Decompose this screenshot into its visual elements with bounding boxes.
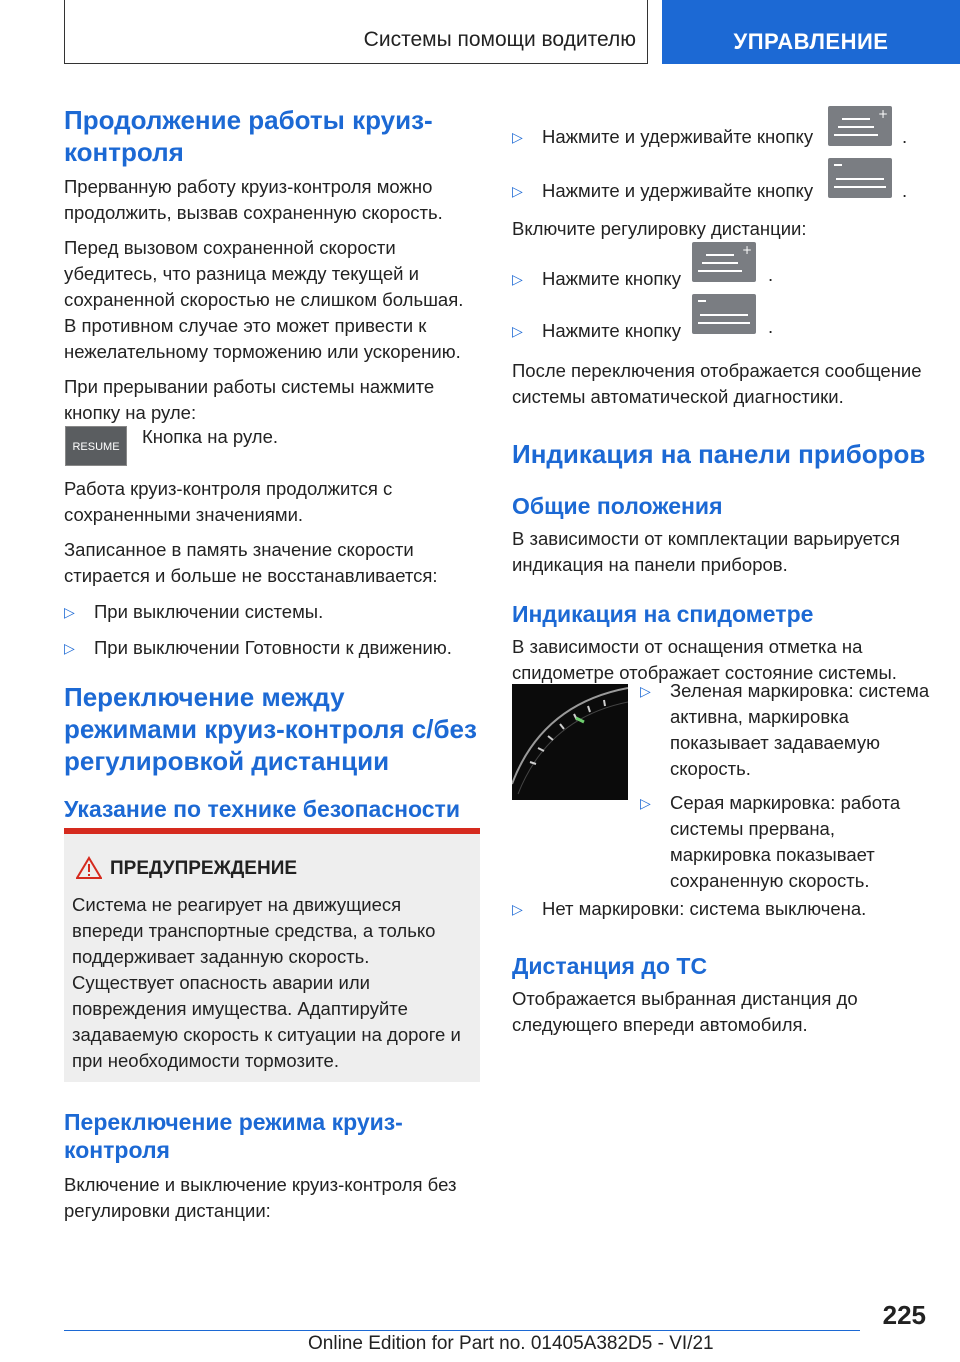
list-item: ▷ При выключении Готовности к движению. (64, 635, 480, 661)
footer-edition: Online Edition for Part no. 01405A382D5 - VI/21 (308, 1333, 714, 1354)
list-item: ▷ При выключении системы. (64, 599, 480, 625)
right-column-2 (512, 896, 932, 1038)
left-column-3 (64, 1108, 480, 1224)
distance-plus-icon (828, 106, 892, 146)
header-section-title: Системы помощи водителю (363, 28, 636, 51)
list-item: ▷ Нажмите и удерживайте кнопку (512, 178, 932, 204)
bullet-triangle-icon: ▷ (512, 271, 523, 287)
list-item: ▷ Нажмите кнопку (512, 266, 932, 292)
heading-general: Общие положения (512, 493, 723, 519)
right-column (512, 124, 932, 686)
para-press-button: При прерывании работы системы нажмите кнопку на руле: (64, 376, 435, 423)
bullet-triangle-icon: ▷ (512, 183, 523, 199)
bullet-triangle-icon: ▷ (512, 323, 523, 339)
para-check-speed: Перед вызовом сохраненной скорости убедитесь, что разница между текущей и сохраненной скоростью не слишком большая. В противном случае это может привести к нежелательному торможению или ускорению. (64, 237, 464, 362)
para-erased: Записанное в память значение скорости стирается и больше не восстанавливается: (64, 539, 438, 586)
warning-title: ПРЕДУПРЕЖДЕНИЕ (110, 858, 298, 879)
para-resumes: Работа круиз-контроля продолжится с сохраненными значениями. (64, 478, 393, 525)
footer-divider (64, 1330, 860, 1331)
list-item: ▷ Нет маркировки: система выключена. (512, 896, 932, 922)
bullet-triangle-icon: ▷ (512, 129, 523, 145)
period: . (902, 126, 908, 147)
para-speedometer: В зависимости от оснащения отметка на спидометре отображает состояние системы. (512, 636, 897, 683)
distance-plus-button-image-2 (692, 242, 756, 282)
resume-caption: Кнопка на руле. (142, 426, 279, 447)
distance-minus-button-image (828, 158, 892, 198)
heading-switch-modes: Переключение между режимами круиз-контроля с/без регулировкой дистанции (64, 682, 477, 776)
heading-safety: Указание по технике безопасности (64, 796, 460, 822)
page-number: 225 (882, 1300, 926, 1330)
heading-speedometer: Индикация на спидометре (512, 601, 814, 627)
distance-minus-icon (828, 158, 892, 198)
para-after-switch: После переключения отображается сообщение системы автоматической диагностики. (512, 360, 922, 407)
warning-triangle-icon (76, 856, 102, 880)
left-column-2 (64, 476, 480, 823)
period: . (768, 264, 774, 285)
bullet-triangle-icon: ▷ (640, 683, 651, 699)
period: . (768, 316, 774, 337)
heading-display: Индикация на панели приборов (512, 439, 926, 469)
list-item: ▷ Нажмите и удерживайте кнопку (512, 124, 932, 150)
distance-minus-icon (692, 294, 756, 334)
bullet-triangle-icon: ▷ (64, 640, 75, 656)
distance-minus-button-image-2 (692, 294, 756, 334)
warning-box (64, 828, 480, 1082)
header-chapter-tab[interactable]: УПРАВЛЕНИЕ (662, 0, 960, 64)
para-distance: Отображается выбранная дистанция до следующего впереди автомобиля. (512, 988, 858, 1035)
distance-plus-button-image (828, 106, 892, 146)
warning-text: Система не реагирует на движущиеся впереди транспортные средства, а только поддерживает заданную скорость. Существует опасность аварии или повреждения имущества. Адаптируйте задаваемую скорость к ситуации на дороге и при необходимости тормозите. (72, 894, 461, 1071)
svg-text:+: + (878, 107, 889, 121)
para-mode-switch: Включение и выключение круиз-контроля без регулировки дистанции: (64, 1174, 457, 1221)
heading-mode-switch: Переключение режима круиз-контроля (64, 1109, 403, 1163)
para-continue: Прерванную работу круиз-контроля можно продолжить, вызвав сохраненную скорость. (64, 176, 443, 223)
speedometer-gauge-icon (512, 684, 628, 800)
bullet-triangle-icon: ▷ (64, 604, 75, 620)
para-enable-distance: Включите регулировку дистанции: (512, 218, 807, 239)
bullet-triangle-icon: ▷ (640, 795, 651, 811)
left-column (64, 104, 480, 426)
para-general: В зависимости от комплектации варьируется индикация на панели приборов. (512, 528, 900, 575)
bullet-triangle-icon: ▷ (512, 901, 523, 917)
period: . (902, 180, 908, 201)
list-item: ▷ Серая маркировка: работа системы прервана, маркировка показывает сохраненную скорость. (640, 792, 901, 891)
distance-plus-icon (692, 242, 756, 282)
speedometer-list (640, 678, 930, 894)
heading-distance: Дистанция до ТС (512, 953, 708, 979)
speedometer-image (512, 684, 628, 800)
list-item: ▷ Зеленая маркировка: система активна, маркировка показывает задаваемую скорость. (640, 680, 930, 779)
resume-button-image: RESUME (65, 426, 127, 466)
list-item: ▷ Нажмите кнопку (512, 318, 932, 344)
svg-text:+: + (742, 243, 753, 257)
heading-continue: Продолжение работы круиз-контроля (64, 105, 433, 167)
